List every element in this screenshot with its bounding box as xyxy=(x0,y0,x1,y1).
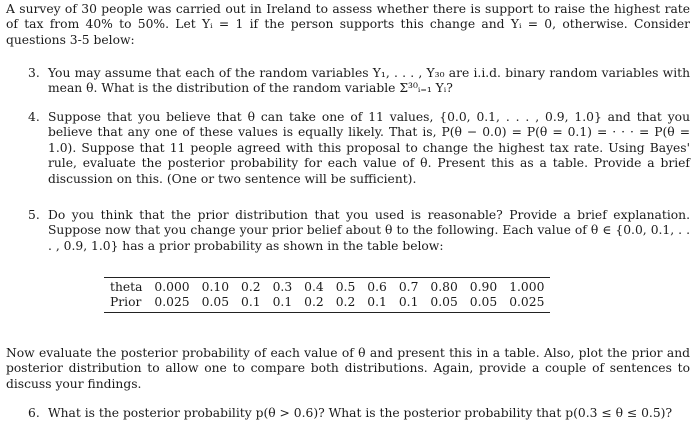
table-cell: 0.1 xyxy=(393,295,425,313)
prior-row xyxy=(104,295,550,313)
row-header: Prior xyxy=(104,295,148,313)
table-cell: 0.025 xyxy=(148,295,195,313)
table-cell: 0.1 xyxy=(235,295,267,313)
question-text: You may assume that each of the random variables Y₁, . . . , Y₃₀ are i.i.d. binary random variables with mean θ. What is the distribution of the random variable Σ³⁰ᵢ₌₁ Yᵢ? xyxy=(48,66,690,96)
table-cell: 0.5 xyxy=(330,278,362,296)
table-cell: 0.05 xyxy=(424,295,463,313)
table-cell: 0.025 xyxy=(503,295,550,313)
table-cell: 1.000 xyxy=(503,278,550,296)
question-3 xyxy=(28,66,690,97)
question-number: 6. xyxy=(28,406,40,420)
table-cell: 0.7 xyxy=(393,278,425,296)
table-cell: 0.6 xyxy=(361,278,393,296)
question-text: Suppose that you believe that θ can take one of 11 values, {0.0, 0.1, . . . , 0.9, 1.0} and that you believe that any one of these values is equally likely. That is, P(θ − 0.0) = P(θ = 0.1) = · · · = P(θ = 1.0). Suppose that 11 people agreed with this proposal to change the highest tax rate. Using Bayes' rule, evaluate the posterior probability for each value of θ. Present this as a table. Provide a brief discussion on this. (One or two sentence will be sufficient). xyxy=(48,110,690,186)
table-cell: 0.10 xyxy=(196,278,235,296)
question-number: 3. xyxy=(28,66,40,80)
theta-row xyxy=(104,278,550,296)
table-cell: 0.05 xyxy=(464,295,503,313)
question-text: What is the posterior probability p(θ > 0.6)? What is the posterior probability that p(0.3 ≤ θ ≤ 0.5)? xyxy=(48,406,673,420)
intro-paragraph: A survey of 30 people was carried out in Ireland to assess whether there is support to raise the highest rate of tax from 40% to 50%. Let Yᵢ = 1 if the person supports this change and Yᵢ = 0, otherwise. Consider questions 3-5 below: xyxy=(6,2,690,47)
question-text: Do you think that the prior distribution that you used is reasonable? Provide a brief explanation. Suppose now that you change your prior belief about θ to the following. Each value of θ ∈ {0.0, 0.1, . . . , 0.9, 1.0} has a prior probability as shown in the table below: xyxy=(48,208,690,253)
prior-table xyxy=(104,277,550,313)
question-5 xyxy=(28,208,690,254)
table-cell: 0.3 xyxy=(267,278,299,296)
table-cell: 0.05 xyxy=(196,295,235,313)
table-cell: 0.2 xyxy=(298,295,330,313)
table-cell: 0.2 xyxy=(235,278,267,296)
table-cell: 0.1 xyxy=(361,295,393,313)
table-cell: 0.4 xyxy=(298,278,330,296)
table-cell: 0.80 xyxy=(424,278,463,296)
question-4 xyxy=(28,110,690,187)
table-cell: 0.90 xyxy=(464,278,503,296)
question-number: 4. xyxy=(28,110,40,124)
table-cell: 0.000 xyxy=(148,278,195,296)
table-cell: 0.2 xyxy=(330,295,362,313)
row-header: theta xyxy=(104,278,148,296)
question-number: 5. xyxy=(28,208,40,222)
outro-paragraph: Now evaluate the posterior probability of each value of θ and present this in a table. Also, plot the prior and posterior distribution to allow one to compare both distributions. Again, provide a couple of sentences to discuss your findings. xyxy=(6,346,690,391)
question-6 xyxy=(28,406,690,421)
table-cell: 0.1 xyxy=(267,295,299,313)
